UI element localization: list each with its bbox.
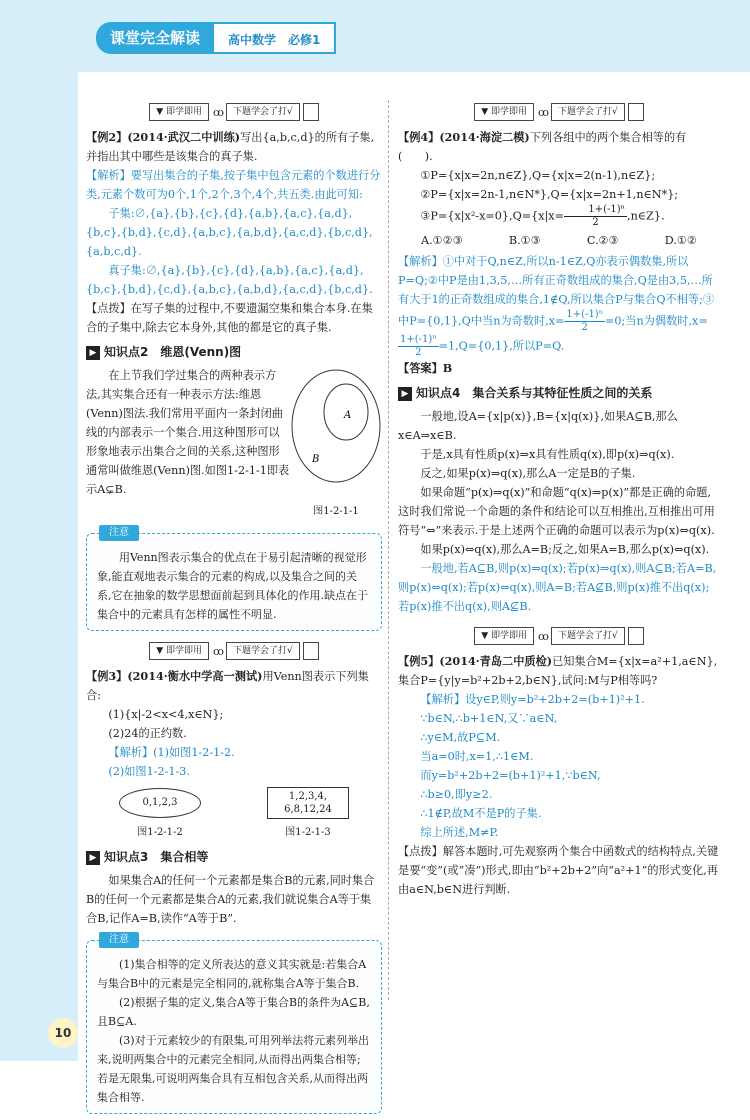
figure-row <box>86 787 382 819</box>
practice-strip <box>398 626 720 646</box>
ex5-line-8: 综上所述,M≠P. <box>420 826 499 839</box>
example-2-subsets: 子集:∅,{a},{b},{c},{d},{a,b},{a,c},{a,d},{b,c},{b,d},{c,d},{a,b,c},{a,b,d},{a,c,d},{b,c,d},{a,b,c,d}. <box>86 207 373 258</box>
caption-1-2-1-3: 图1-2-1-3 <box>285 827 331 838</box>
knot-icon: ꝏ <box>213 644 225 658</box>
example-3-a1: 【解析】(1)如图1-2-1-2. <box>108 746 235 759</box>
venn-caption: 图1-2-1-1 <box>313 506 359 517</box>
caption-1-2-1-2: 图1-2-1-2 <box>137 827 183 838</box>
knot-icon: ꝏ <box>213 105 225 119</box>
left-column <box>86 92 382 1120</box>
practice-strip <box>398 102 720 122</box>
kp4-para-3: 反之,如果p(x)⇒q(x),那么A一定是B的子集. <box>420 467 636 480</box>
check-label: 下题学会了打√ <box>551 103 625 121</box>
knot-icon: ꝏ <box>538 105 550 119</box>
example-2: 【例2】(2014·武汉二中训练)写出{a,b,c,d}的所有子集,并指出其中哪些是该集合的真子集. <box>86 130 375 163</box>
ex5-line-3: ∴y∈M,故P⊆M. <box>420 731 501 744</box>
ex5-line-2: ∵b∈N,∴b+1∈N,又∵a∈N, <box>420 712 558 725</box>
checkbox[interactable] <box>303 642 319 660</box>
ex5-line-7: ∴1∉P,故M不是P的子集. <box>420 807 542 820</box>
play-icon: ▶ <box>398 387 412 401</box>
play-icon: ▶ <box>86 851 100 865</box>
play-icon: ▶ <box>86 346 100 360</box>
example-4-item-3: ③P={x|x²-x=0},Q={x|x= $\frac{\text{1+(-1)ⁿ}}{2},n\in Z$}. <box>420 204 665 228</box>
kp4-para-5: 如果p(x)⇔q(x),那么A=B;反之,如果A=B,那么p(x)⇔q(x). <box>420 543 710 556</box>
example-2-proper-subsets: 真子集:∅,{a},{b},{c},{d},{a,b},{a,c},{a,d},{b,c},{b,d},{c,d},{a,b,c},{a,b,d},{a,c,d},{b,c,d}. <box>86 264 373 296</box>
ex5-line-1: 【解析】设y∈P,则y=b²+2b+2=(b+1)²+1. <box>420 693 645 706</box>
book-title: 课堂完全解读 <box>96 22 214 54</box>
check-label: 下题学会了打√ <box>226 103 300 121</box>
checkbox[interactable] <box>628 103 644 121</box>
example-4: 【例4】(2014·海淀二模)下列各组中的两个集合相等的有( ). <box>398 130 687 163</box>
practice-label: ▼ 即学即用 <box>474 627 534 645</box>
figure-rect: 1,2,3,4, 6,8,12,24 <box>267 787 349 819</box>
venn-label-b: B <box>312 454 320 465</box>
example-3-a2: (2)如图1-2-1-3. <box>108 765 190 778</box>
venn-diagram <box>290 366 382 496</box>
column-divider <box>388 100 389 1000</box>
book-subtitle: 高中数学 必修1 <box>214 22 336 54</box>
venn-section <box>86 366 382 521</box>
practice-label: ▼ 即学即用 <box>149 103 209 121</box>
example-2-analysis: 【解析】要写出集合的子集,按子集中包含元素的个数进行分类,元素个数可为0个,1个,2个,3个,4个,共五类.由此可知: <box>86 169 381 201</box>
knowledge-point-3-text: 如果集合A的任何一个元素都是集合B的元素,同时集合B的任何一个元素都是集合A的元素,我们就说集合A等于集合B,记作A=B,读作“A等于B”. <box>86 874 375 925</box>
knowledge-point-2: ▶ 知识点2 维恩(Venn)图 <box>86 343 382 362</box>
example-4-analysis: 【解析】①中对于Q,n∈Z,所以n-1∈Z,Q亦表示偶数集,所以P=Q;②中P是由1,3,5,…所有正奇数组成的集合,Q是由3,5,…所有大于1的正奇数组成的集合,1∉Q,所以集合P与集合Q不相等;③中P={0,1},Q中当n为奇数时,x= $\frac{\text{1+(-1)ⁿ}}{2}=0$;当n为偶数时,x= $\frac{\text{1+(-1)ⁿ}}{2}=1,Q=\{0,1\}$,所以P=Q. <box>398 255 715 358</box>
kp4-para-2: 于是,x具有性质p(x)⇒x具有性质q(x),即p(x)⇒q(x). <box>420 448 675 461</box>
example-3: 【例3】(2014·衡水中学高一测试)用Venn图表示下列集合: <box>86 669 369 702</box>
note-box-2 <box>86 934 382 1114</box>
example-2-tip: 【点拨】在写子集的过程中,不要遗漏空集和集合本身.在集合的子集中,除去它本身外,其他的都是它的真子集. <box>86 302 373 334</box>
ex5-line-6: ∴b≥0,即y≥2. <box>420 788 493 801</box>
knowledge-point-4: ▶ 知识点4 集合关系与其特征性质之间的关系 <box>398 384 720 403</box>
left-margin-stripe <box>0 72 78 1061</box>
check-label: 下题学会了打√ <box>551 627 625 645</box>
knowledge-point-3: ▶ 知识点3 集合相等 <box>86 848 382 867</box>
figure-oval: 0,1,2,3 <box>119 788 201 818</box>
page-number: 10 <box>48 1018 78 1048</box>
venn-figure <box>290 366 382 521</box>
example-4-answer: 【答案】B <box>398 361 453 375</box>
note-tag: 注意 <box>99 525 139 541</box>
venn-label-a: A <box>344 410 352 421</box>
example-3-q2: (2)24的正约数. <box>108 727 187 740</box>
fraction: $\frac{\text{1+(-1)ⁿ}}{2}$ <box>564 204 627 229</box>
example-3-q1: (1){x|-2<x<4,x∈N}; <box>108 708 224 721</box>
practice-strip <box>86 102 382 122</box>
kp4-para-1: 一般地,设A={x|p(x)},B={x|q(x)},如果A⊆B,那么x∈A⇒x∈B. <box>398 410 678 442</box>
fraction: $\frac{\text{1+(-1)ⁿ}}{2}$ <box>400 334 437 358</box>
example-4-item-1: ①P={x|x=2n,n∈Z},Q={x|x=2(n-1),n∈Z}; <box>420 169 656 182</box>
checkbox[interactable] <box>628 627 644 645</box>
option-a[interactable]: A.①②③ <box>421 234 463 247</box>
ex5-line-5: 而y=b²+2b+2=(b+1)²+1,∵b∈N, <box>420 769 601 782</box>
knowledge-point-2-text: 在上节我们学过集合的两种表示方法,其实集合还有一种表示方法:维恩(Venn)图法.我们常用平面内一条封闭曲线的内部表示一个集合.用这种图形可以形象地表示出集合之间的关系,这种图形通常叫做维恩(Venn)图.如图1-2-1-1即表示A⊊B. <box>86 369 290 496</box>
note-box-1 <box>86 527 382 631</box>
example-5-tip: 【点拨】解答本题时,可先观察两个集合中函数式的结构特点,关键是要“变”(或“凑”)形式,即由“b²+2b+2”向“a²+1”的形式变化,再由a∈N,b∈N进行判断. <box>398 845 719 896</box>
option-d[interactable]: D.①② <box>664 234 697 247</box>
practice-label: ▼ 即学即用 <box>474 103 534 121</box>
note-1-text: 用Venn图表示集合的优点在于易引起清晰的视觉形象,能直观地表示集合的元素的构成,以及集合之间的关系,它在抽象的数学思想面前起到具体化的作用.缺点在于集合中的元素具有怎样的属性不明显. <box>97 551 368 621</box>
ex5-line-4: 当a=0时,x=1,∴1∈M. <box>420 750 534 763</box>
fraction: $\frac{\text{1+(-1)ⁿ}}{2}$ <box>566 309 604 333</box>
right-column <box>398 92 720 899</box>
note-2b: (2)根据子集的定义,集合A等于集合B的条件为A⊆B,且B⊆A. <box>97 996 370 1028</box>
option-b[interactable]: B.①③ <box>508 234 541 247</box>
kp4-para-4: 如果命题“p(x)⇒q(x)”和命题“q(x)⇒p(x)”都是正确的命题,这时我们常说一个命题的条件和结论可以互相推出,互相推出可用符号“⇔”来表示.于是上述两个正确的命题可以表示为p(x)⇔q(x). <box>398 486 715 537</box>
note-tag: 注意 <box>99 932 139 948</box>
note-2a: (1)集合相等的定义所表达的意义其实就是:若集合A与集合B中的元素是完全相同的,就称集合A等于集合B. <box>97 958 367 990</box>
figure-captions <box>86 823 382 842</box>
example-5: 【例5】(2014·青岛二中质检)已知集合M={x|x=a²+1,a∈N},集合P={y|y=b²+2b+2,b∈N},试问:M与P相等吗? <box>398 654 718 687</box>
practice-strip <box>86 641 382 661</box>
practice-label: ▼ 即学即用 <box>149 642 209 660</box>
checkbox[interactable] <box>303 103 319 121</box>
note-2c: (3)对于元素较少的有限集,可用列举法将元素列举出来,说明两集合中的元素完全相同,从而得出两集合相等;若是无限集,可说明两集合具有互相包含关系,从而得出两集合相等. <box>97 1034 370 1104</box>
option-c[interactable]: C.②③ <box>586 234 619 247</box>
kp4-summary: 一般地,若A⊆B,则p(x)⇒q(x);若p(x)⇒q(x),则A⊆B;若A=B,则p(x)⇔q(x);若p(x)⇔q(x),则A=B;若A⊈B,则p(x)推不出q(x);若p(x)推不出q(x),则A⊈B. <box>398 562 717 613</box>
header-title-bar <box>96 22 336 54</box>
example-4-options <box>398 231 720 250</box>
check-label: 下题学会了打√ <box>226 642 300 660</box>
example-4-item-2: ②P={x|x=2n-1,n∈N*},Q={x|x=2n+1,n∈N*}; <box>420 188 679 201</box>
knot-icon: ꝏ <box>538 629 550 643</box>
